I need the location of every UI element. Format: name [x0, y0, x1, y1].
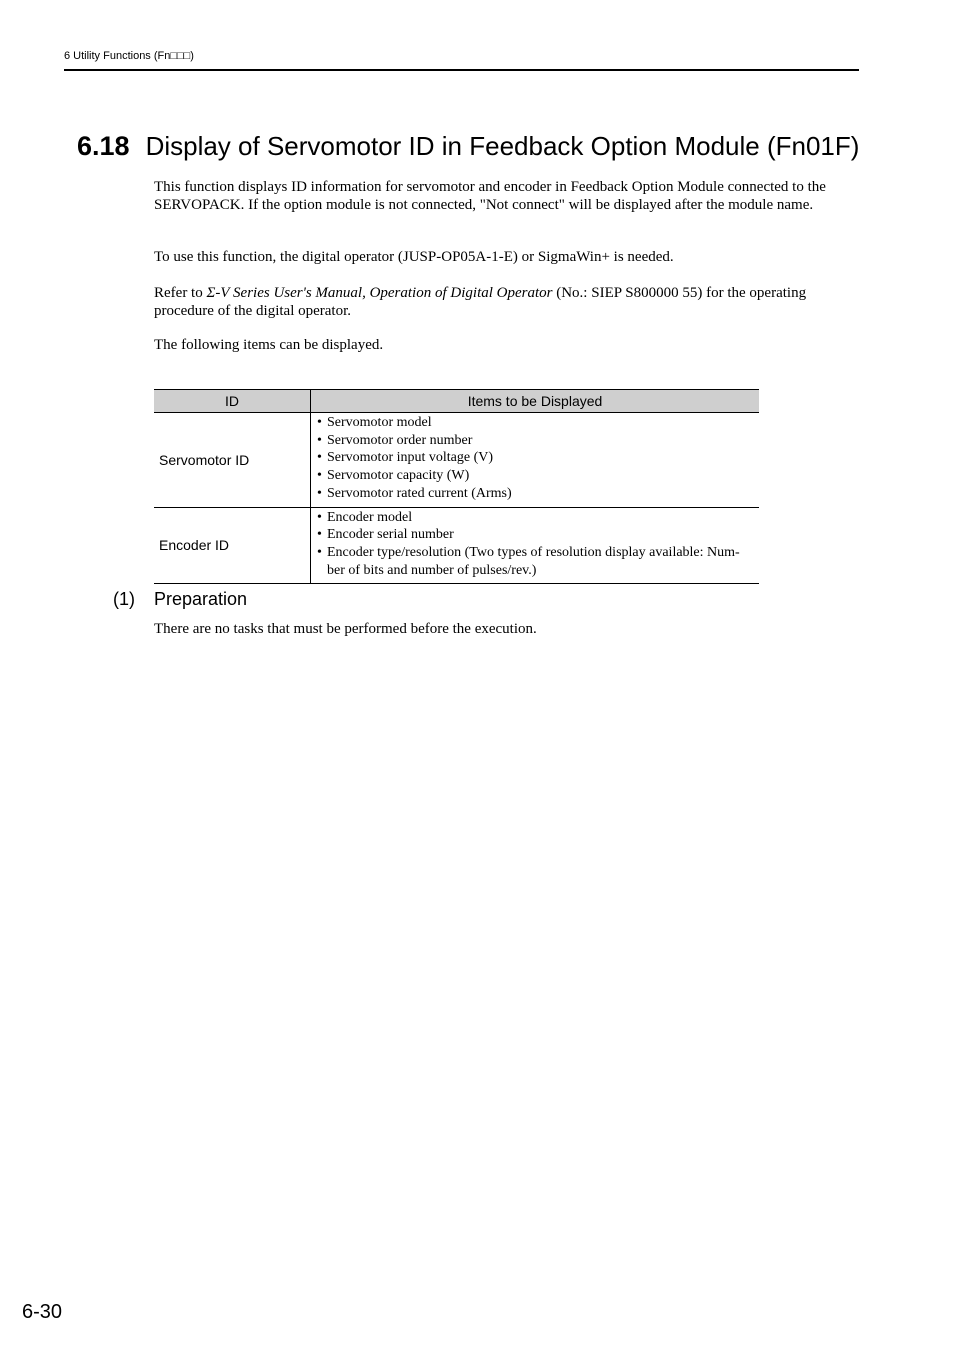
section-title: Display of Servomotor ID in Feedback Option Module (Fn01F) — [145, 131, 860, 161]
list-item: • Encoder type/resolution (Two types of resolution display available: Num-ber of bits and number of pulses/rev.) — [317, 544, 740, 578]
manual-title: Σ-V Series User's Manual, Operation of Digital Operator — [206, 285, 553, 301]
section-heading — [77, 131, 859, 162]
intro-paragraph: This function displays ID information for servomotor and encoder in Feedback Option Module connected to the SERVOPACK. If the option module is not connected, "Not connect" will be displayed after the module name. — [154, 179, 826, 213]
running-header: 6 Utility Functions (Fn□□□) — [64, 50, 194, 62]
id-cell: Servomotor ID — [154, 413, 311, 508]
requirement-paragraph: To use this function, the digital operator (JUSP-OP05A-1-E) or SigmaWin+ is needed. — [154, 249, 674, 265]
item-list — [317, 414, 755, 503]
preparation-paragraph: There are no tasks that must be performed before the execution. — [154, 621, 537, 637]
subsection-number: (1) — [113, 589, 135, 609]
reference-suffix: (No.: SIEP S800000 55) for the operating procedure of the digital operator. — [154, 285, 807, 319]
list-item: • Servomotor model — [317, 415, 432, 430]
items-cell — [311, 413, 760, 508]
items-intro-paragraph: The following items can be displayed. — [154, 337, 384, 353]
reference-paragraph — [154, 285, 859, 320]
header-rule — [64, 69, 859, 71]
column-header-items: Items to be Displayed — [311, 390, 760, 413]
reference-prefix: Refer to — [154, 285, 207, 301]
list-item: • Servomotor rated current (Arms) — [317, 485, 512, 501]
item-list — [317, 509, 755, 580]
list-item: • Encoder model — [317, 509, 413, 525]
column-header-id: ID — [154, 390, 311, 413]
table-header-row — [154, 390, 759, 413]
page-number: 6-30 — [22, 1301, 63, 1323]
section-number: 6.18 — [77, 131, 130, 161]
list-item: • Encoder serial number — [317, 527, 454, 543]
subsection-heading — [113, 589, 247, 610]
items-cell — [311, 507, 760, 584]
list-item: • Servomotor order number — [317, 432, 473, 448]
table-row — [154, 507, 759, 584]
table-row — [154, 413, 759, 508]
id-cell: Encoder ID — [154, 507, 311, 584]
subsection-title: Preparation — [154, 589, 248, 609]
display-items-table — [154, 389, 759, 584]
list-item: • Servomotor capacity (W) — [317, 468, 470, 484]
list-item: • Servomotor input voltage (V) — [317, 450, 494, 466]
